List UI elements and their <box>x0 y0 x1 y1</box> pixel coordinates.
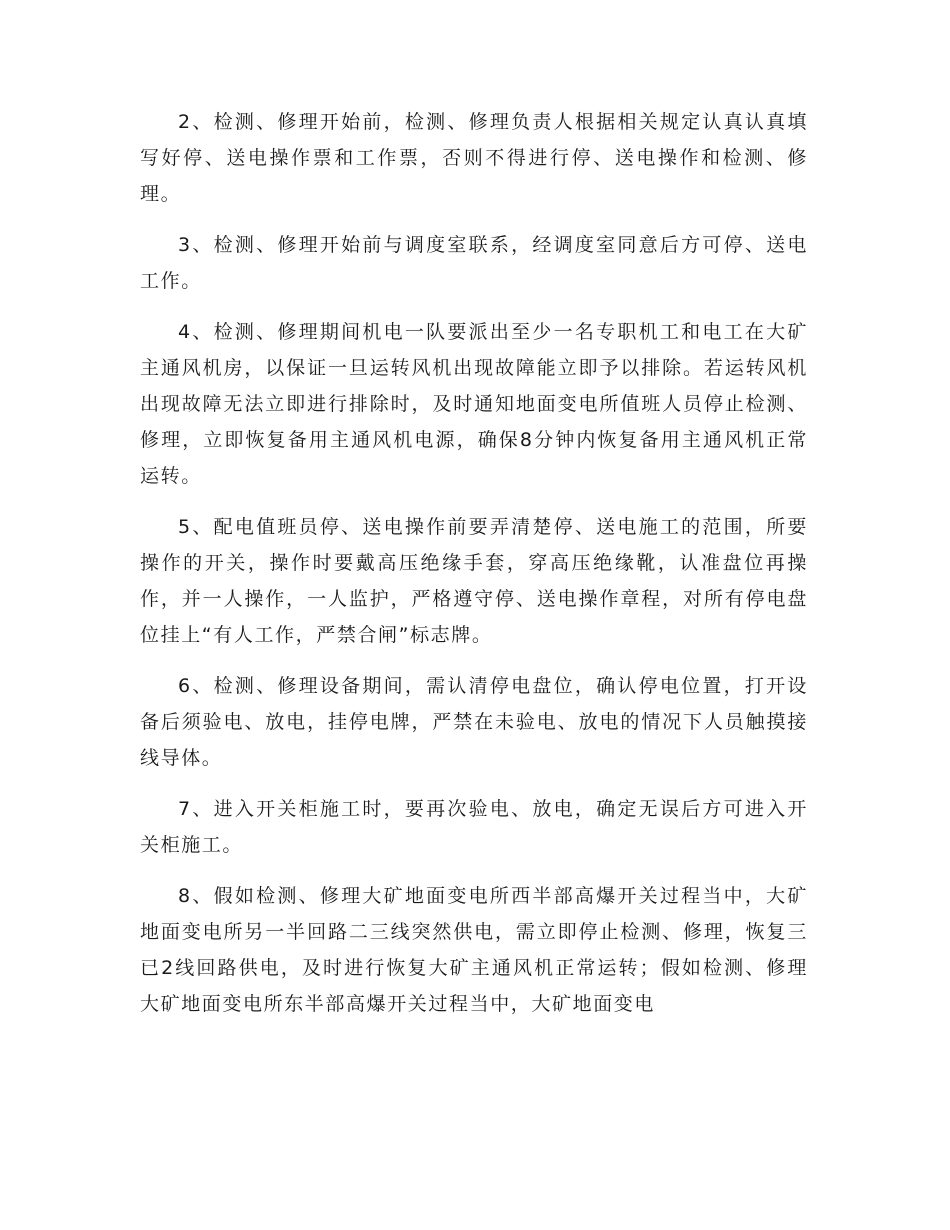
paragraph-item-8: 8、假如检测、修理大矿地面变电所西半部高爆开关过程当中，大矿地面变电所另一半回路二三线突然供电，需立即停止检测、修理，恢复三已2线回路供电，及时进行恢复大矿主通风机正常运转；假如检测、修理大矿地面变电所东半部高爆开关过程当中，大矿地面变电 <box>140 885 808 1015</box>
paragraph-item-7: 7、进入开关柜施工时，要再次验电、放电，确定无误后方可进入开关柜施工。 <box>140 798 808 856</box>
paragraph-item-3: 3、检测、修理开始前与调度室联系，经调度室同意后方可停、送电工作。 <box>140 234 808 292</box>
paragraph-item-6: 6、检测、修理设备期间，需认清停电盘位，确认停电位置，打开设备后须验电、放电，挂停电牌，严禁在未验电、放电的情况下人员触摸接线导体。 <box>140 675 808 769</box>
paragraph-item-5: 5、配电值班员停、送电操作前要弄清楚停、送电施工的范围，所要操作的开关，操作时要戴高压绝缘手套，穿高压绝缘靴，认准盘位再操作，并一人操作，一人监护，严格遵守停、送电操作章程，对所有停电盘位挂上“有人工作，严禁合闸”标志牌。 <box>140 516 808 646</box>
paragraph-item-4: 4、检测、修理期间机电一队要派出至少一名专职机工和电工在大矿主通风机房，以保证一旦运转风机出现故障能立即予以排除。若运转风机出现故障无法立即进行排除时，及时通知地面变电所值班人员停止检测、修理，立即恢复备用主通风机电源，确保8分钟内恢复备用主通风机正常运转。 <box>140 321 808 487</box>
document-body <box>140 104 808 1037</box>
paragraph-item-2: 2、检测、修理开始前，检测、修理负责人根据相关规定认真认真填写好停、送电操作票和工作票，否则不得进行停、送电操作和检测、修理。 <box>140 111 808 205</box>
